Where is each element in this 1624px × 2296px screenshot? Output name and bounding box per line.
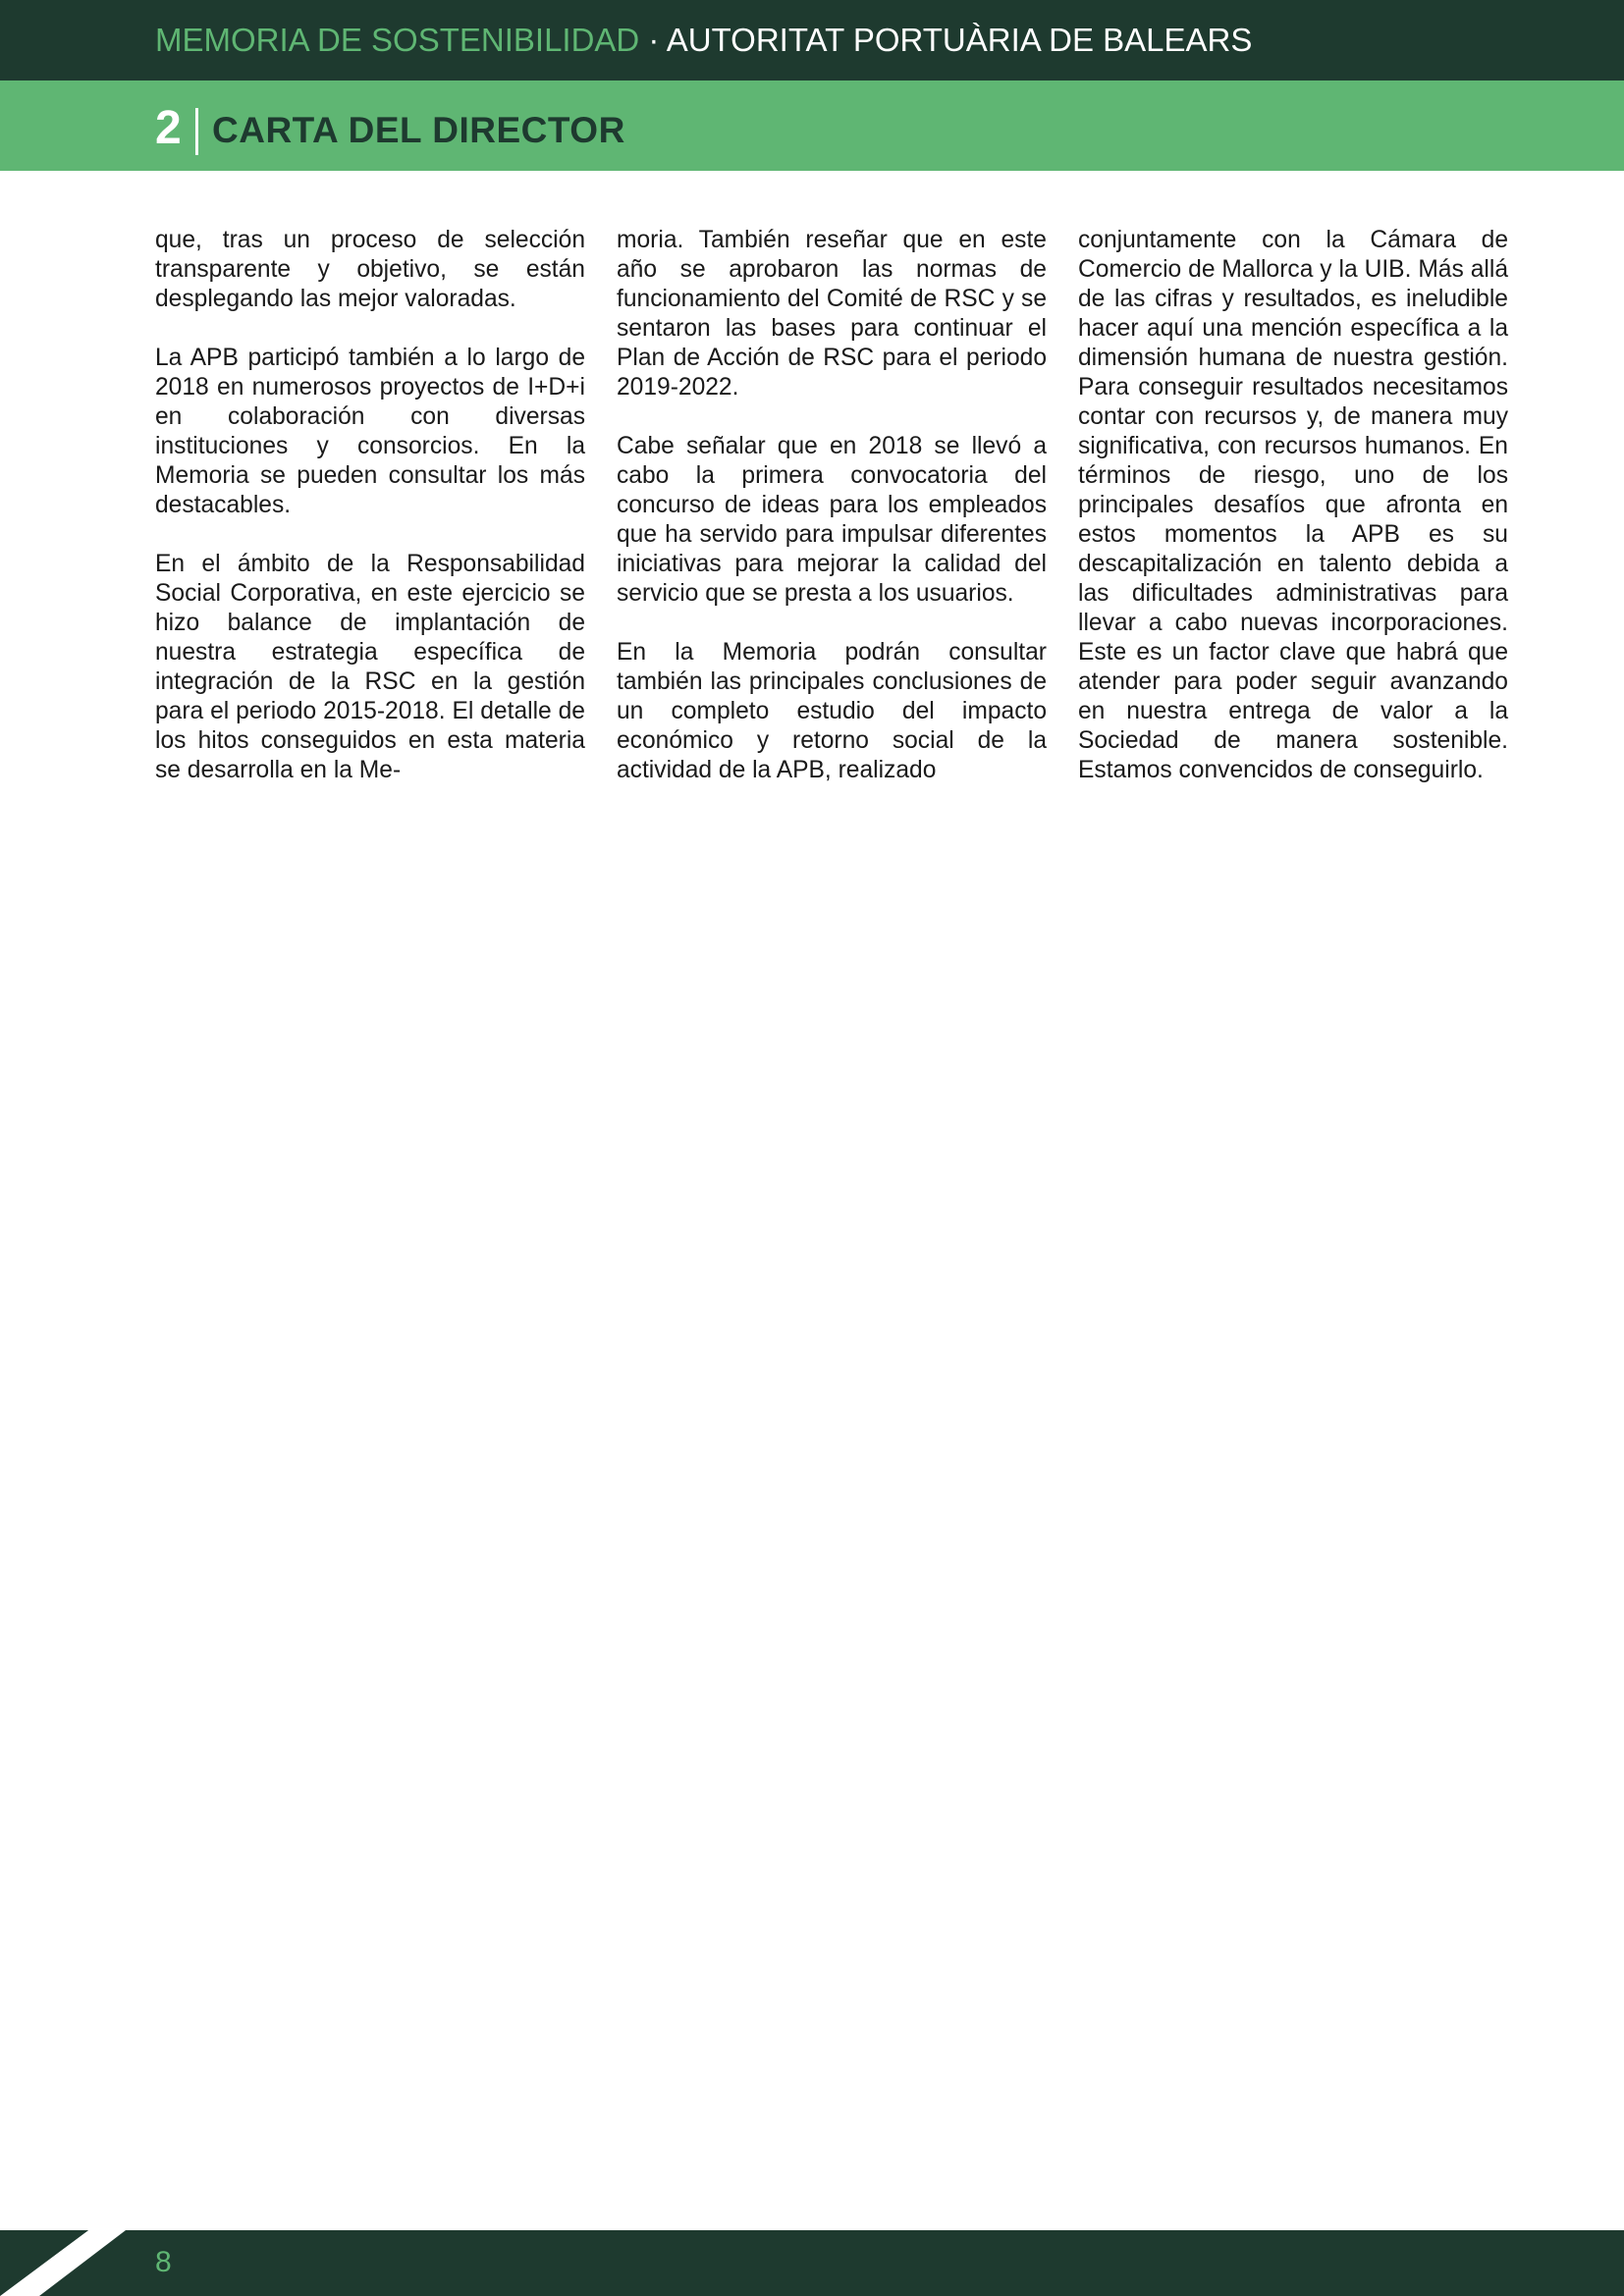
text-column-1 <box>155 226 585 815</box>
text-column-3 <box>1078 226 1508 815</box>
page-number: 8 <box>155 2246 172 2278</box>
footer-bar <box>0 2230 1624 2296</box>
paragraph: moria. También reseñar que en este año se aprobaron las normas de funcionamiento del Comité de RSC y se sentaron las bases para continuar el Plan de Acción de RSC para el periodo 2019-2022. <box>617 227 1047 400</box>
paragraph: La APB participó también a lo largo de 2018 en numerosos proyectos de I+D+i en colaboración con diversas instituciones y consorcios. En la Memoria se pueden consultar los más destacables. <box>155 345 585 518</box>
header-separator: · <box>639 22 667 58</box>
paragraph: conjuntamente con la Cámara de Comercio de Mallorca y la UIB. Más allá de las cifras y resultados, es ineludible hacer aquí una mención específica a la dimensión humana de nuestra gestión. Para conseguir resultados necesitamos contar con recursos y, de manera muy significativa, con recursos humanos. En términos de riesgo, uno de los principales desafíos que afronta en estos momentos la APB es su descapitalización en talento debida a las dificultades administrativas para llevar a cabo nuevas incorporaciones. Este es un factor clave que habrá que atender para poder seguir avanzando en nuestra entrega de valor a la Sociedad de manera sostenible. Estamos convencidos de conseguirlo. <box>1078 227 1508 783</box>
paragraph: En la Memoria podrán consultar también las principales conclusiones de un completo estudio del impacto económico y retorno social de la actividad de la APB, realizado <box>617 639 1047 783</box>
section-number: 2 <box>155 102 182 154</box>
paragraph: En el ámbito de la Responsabilidad Social Corporativa, en este ejercicio se hizo balance de implantación de nuestra estrategia específica de integración de la RSC en la gestión para el periodo 2015-2018. El detalle de los hitos conseguidos en esta materia se desarrolla en la Me- <box>155 551 585 783</box>
header-title <box>155 20 1252 61</box>
paragraph: Cabe señalar que en 2018 se llevó a cabo la primera convocatoria del concurso de ideas para los empleados que ha servido para impulsar diferentes iniciativas para mejorar la calidad del servicio que se presta a los usuarios. <box>617 433 1047 607</box>
publication-title: MEMORIA DE SOSTENIBILIDAD <box>155 22 640 58</box>
section-divider <box>195 108 198 155</box>
organization-name: AUTORITAT PORTUÀRIA DE BALEARS <box>666 22 1253 58</box>
text-column-2 <box>617 226 1047 815</box>
section-title: CARTA DEL DIRECTOR <box>212 110 625 150</box>
paragraph: que, tras un proceso de selección transparente y objetivo, se están desplegando las mejor valoradas. <box>155 227 585 312</box>
